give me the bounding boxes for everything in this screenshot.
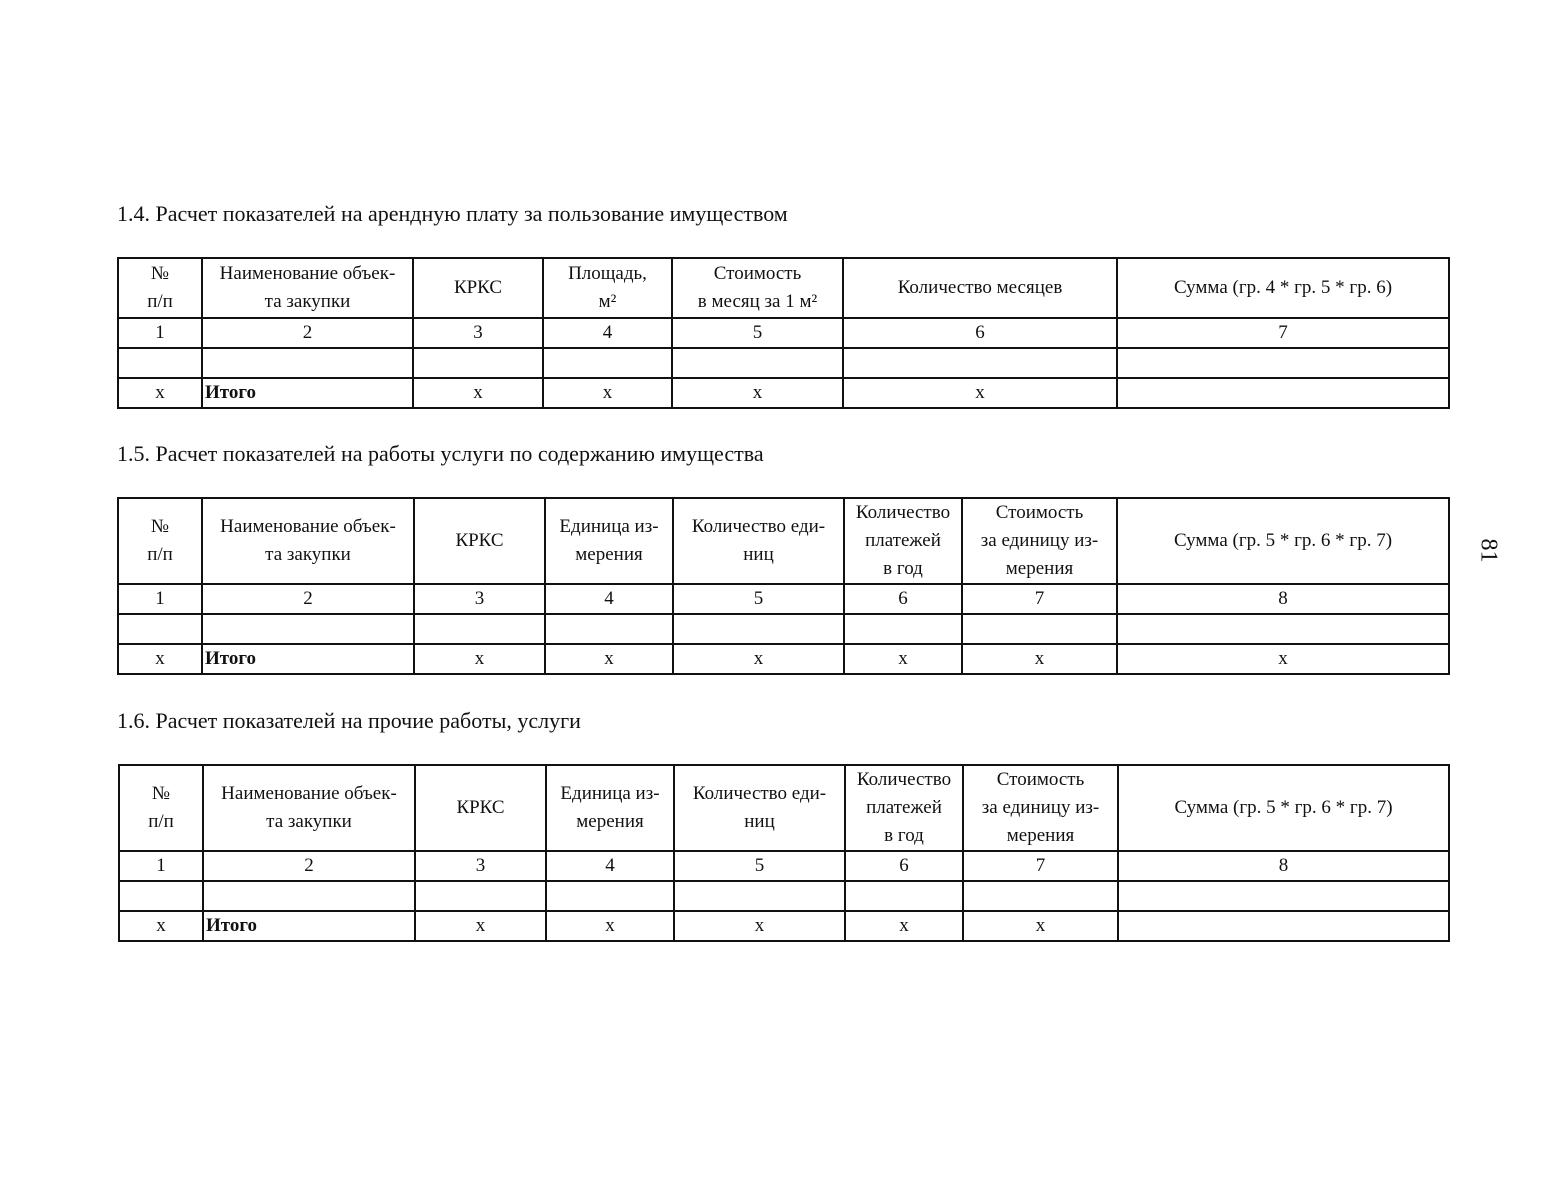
header-cell: Сумма (гр. 5 * гр. 6 * гр. 7) <box>1118 765 1449 851</box>
header-cell: Количество платежей в год <box>845 765 963 851</box>
number-cell: 1 <box>118 318 202 348</box>
empty-cell <box>845 881 963 911</box>
header-cell: Количество месяцев <box>843 258 1117 318</box>
header-cell: Количество еди- ниц <box>673 498 844 584</box>
empty-row <box>118 348 1449 378</box>
header-cell: № п/п <box>119 765 203 851</box>
total-row <box>118 378 1449 408</box>
page-number: 81 <box>1475 538 1502 563</box>
number-cell: 6 <box>845 851 963 881</box>
empty-cell <box>203 881 415 911</box>
total-cell: x <box>845 911 963 941</box>
total-cell <box>1117 378 1449 408</box>
number-cell: 2 <box>202 584 414 614</box>
empty-cell <box>963 881 1118 911</box>
section-title-1-6: 1.6. Расчет показателей на прочие работы, услуги <box>117 708 581 733</box>
column-number-row <box>118 318 1449 348</box>
total-label: Итого <box>202 644 414 674</box>
total-cell: x <box>844 644 962 674</box>
empty-row <box>119 881 1449 911</box>
header-cell: Сумма (гр. 5 * гр. 6 * гр. 7) <box>1117 498 1449 584</box>
total-cell: x <box>546 911 674 941</box>
total-cell: x <box>962 644 1117 674</box>
total-row <box>119 911 1449 941</box>
total-cell: x <box>543 378 672 408</box>
header-cell: Единица из- мерения <box>546 765 674 851</box>
empty-cell <box>1118 881 1449 911</box>
header-cell: № п/п <box>118 258 202 318</box>
empty-cell <box>118 614 202 644</box>
number-cell: 5 <box>672 318 843 348</box>
header-row <box>118 498 1449 584</box>
empty-cell <box>672 348 843 378</box>
header-cell: КРКС <box>415 765 546 851</box>
table-maintenance <box>117 497 1450 675</box>
empty-cell <box>1117 348 1449 378</box>
table-other-services <box>118 764 1450 942</box>
empty-row <box>118 614 1449 644</box>
number-cell: 3 <box>415 851 546 881</box>
number-cell: 7 <box>963 851 1118 881</box>
total-cell: x <box>118 644 202 674</box>
header-cell: № п/п <box>118 498 202 584</box>
header-cell: Сумма (гр. 4 * гр. 5 * гр. 6) <box>1117 258 1449 318</box>
empty-cell <box>962 614 1117 644</box>
number-cell: 3 <box>414 584 545 614</box>
number-cell: 8 <box>1117 584 1449 614</box>
header-cell: Стоимость за единицу из- мерения <box>962 498 1117 584</box>
total-cell: x <box>843 378 1117 408</box>
header-cell: Наименование объек- та закупки <box>202 498 414 584</box>
empty-cell <box>202 614 414 644</box>
empty-cell <box>414 614 545 644</box>
column-number-row <box>118 584 1449 614</box>
total-cell: x <box>1117 644 1449 674</box>
header-cell: Наименование объек- та закупки <box>203 765 415 851</box>
number-cell: 5 <box>674 851 845 881</box>
empty-cell <box>673 614 844 644</box>
total-cell <box>1118 911 1449 941</box>
total-cell: x <box>545 644 673 674</box>
column-number-row <box>119 851 1449 881</box>
empty-cell <box>415 881 546 911</box>
number-cell: 7 <box>962 584 1117 614</box>
section-title-1-5: 1.5. Расчет показателей на работы услуги по содержанию имущества <box>117 441 764 466</box>
header-cell: Стоимость в месяц за 1 м² <box>672 258 843 318</box>
number-cell: 4 <box>545 584 673 614</box>
header-cell: Стоимость за единицу из- мерения <box>963 765 1118 851</box>
header-row <box>119 765 1449 851</box>
total-cell: x <box>119 911 203 941</box>
number-cell: 4 <box>543 318 672 348</box>
number-cell: 8 <box>1118 851 1449 881</box>
empty-cell <box>543 348 672 378</box>
number-cell: 6 <box>844 584 962 614</box>
header-cell: КРКС <box>413 258 543 318</box>
total-cell: x <box>415 911 546 941</box>
header-cell: Количество платежей в год <box>844 498 962 584</box>
total-cell: x <box>672 378 843 408</box>
empty-cell <box>202 348 413 378</box>
number-cell: 5 <box>673 584 844 614</box>
empty-cell <box>546 881 674 911</box>
empty-cell <box>119 881 203 911</box>
number-cell: 3 <box>413 318 543 348</box>
empty-cell <box>545 614 673 644</box>
empty-cell <box>1117 614 1449 644</box>
header-cell: КРКС <box>414 498 545 584</box>
number-cell: 4 <box>546 851 674 881</box>
total-label: Итого <box>203 911 415 941</box>
number-cell: 1 <box>118 584 202 614</box>
number-cell: 1 <box>119 851 203 881</box>
total-cell: x <box>963 911 1118 941</box>
empty-cell <box>844 614 962 644</box>
number-cell: 2 <box>203 851 415 881</box>
header-cell: Площадь, м² <box>543 258 672 318</box>
total-cell: x <box>414 644 545 674</box>
table-rent <box>117 257 1450 409</box>
header-cell: Единица из- мерения <box>545 498 673 584</box>
header-cell: Количество еди- ниц <box>674 765 845 851</box>
number-cell: 7 <box>1117 318 1449 348</box>
number-cell: 2 <box>202 318 413 348</box>
empty-cell <box>413 348 543 378</box>
number-cell: 6 <box>843 318 1117 348</box>
total-cell: x <box>413 378 543 408</box>
header-cell: Наименование объек- та закупки <box>202 258 413 318</box>
empty-cell <box>118 348 202 378</box>
header-row <box>118 258 1449 318</box>
empty-cell <box>674 881 845 911</box>
total-row <box>118 644 1449 674</box>
total-cell: x <box>118 378 202 408</box>
total-label: Итого <box>202 378 413 408</box>
total-cell: x <box>673 644 844 674</box>
total-cell: x <box>674 911 845 941</box>
empty-cell <box>843 348 1117 378</box>
section-title-1-4: 1.4. Расчет показателей на арендную плату за пользование имуществом <box>117 201 788 226</box>
